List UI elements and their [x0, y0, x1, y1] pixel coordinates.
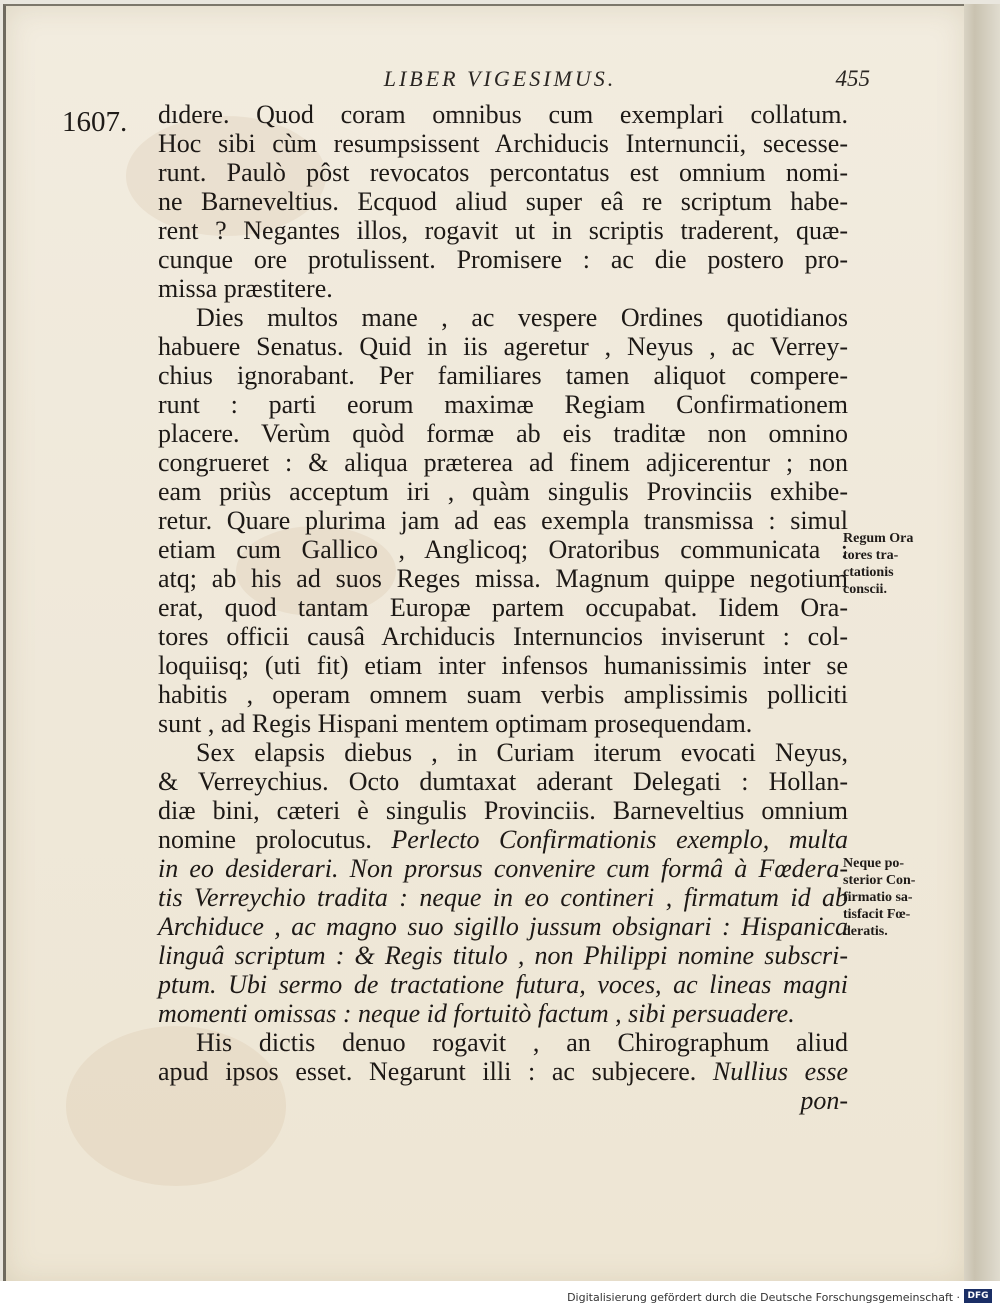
- text-line: ptum. Ubi sermo de tractatione futura, voces, ac lineas magni: [158, 970, 848, 999]
- text-line: runt : parti eorum maximæ Regiam Confirmationem: [158, 390, 848, 419]
- text-line: habitis , operam omnem suam verbis amplissimis polliciti: [158, 680, 848, 709]
- margin-note-line: Neque po-: [843, 856, 905, 871]
- margin-note-line: conscii.: [843, 582, 887, 597]
- text-line: erat, quod tantam Europæ partem occupabat. Iidem Ora-: [158, 593, 848, 622]
- text-line: loquiisq; (uti fit) etiam inter infensos humanissimis inter se: [158, 651, 848, 680]
- dfg-logo: DFG: [964, 1289, 992, 1303]
- text-line: momenti omissas : neque id fortuitò factum , sibi persuadere.: [158, 999, 795, 1028]
- text-line: atq; ab his ad suos Reges missa. Magnum quippe negotium: [158, 564, 848, 593]
- text-line: sunt , ad Regis Hispani mentem optimam prosequendam.: [158, 709, 753, 738]
- text-line: rent ? Negantes illos, rogavit ut in scriptis traderent, quæ-: [158, 216, 848, 245]
- text-line: chius ignorabant. Per familiares tamen aliquot compere-: [158, 361, 848, 390]
- text-line: Dies multos mane , ac vespere Ordines quotidianos: [196, 303, 848, 332]
- text-line: diæ bini, cæteri è singulis Provinciis. Barneveltius omnium: [158, 796, 848, 825]
- page-edge: [964, 4, 1000, 1281]
- text-line: tores officii causâ Archiducis Internuncios inviserunt : col-: [158, 622, 848, 651]
- text-line: eam priùs acceptum iri , quàm singulis Provinciis exhibe-: [158, 477, 848, 506]
- text-line: missa præstitere.: [158, 274, 333, 303]
- running-title: LIBER VIGESIMUS.: [383, 66, 617, 91]
- margin-note-line: tisfacit Fœ-: [843, 907, 911, 922]
- margin-year: 1607.: [62, 106, 128, 138]
- margin-note-line: sterior Con-: [843, 873, 916, 888]
- text-line: tis Verreychio tradita : neque in eo contineri , firmatum id ab: [158, 883, 848, 912]
- margin-note-line: firmatio sa-: [843, 890, 913, 905]
- text-line: Archiduce , ac magno suo sigillo jussum obsignari : Hispanica: [158, 912, 848, 941]
- margin-note: [843, 855, 943, 940]
- main-text: [158, 100, 848, 1115]
- margin-note-line: ctationis: [843, 565, 894, 580]
- page-number: 455: [835, 66, 870, 91]
- text-line: congrueret : & aliqua præterea ad finem adjicerentur ; non: [158, 448, 848, 477]
- text-line: apud ipsos esset. Negarunt illi : ac subjecere. Nullius esse: [158, 1057, 848, 1086]
- text-line: cunque ore protulissent. Promisere : ac die postero pro-: [158, 245, 848, 274]
- text-line: Sex elapsis diebus , in Curiam iterum evocati Neyus,: [196, 738, 848, 767]
- text-line: ne Barneveltius. Ecquod aliud super eâ re scriptum habe-: [158, 187, 848, 216]
- text-line: pon-: [800, 1086, 848, 1115]
- text-line: runt. Paulò pôst revocatos percontatus est omnium nomi-: [158, 158, 848, 187]
- text-line: retur. Quare plurima jam ad eas exempla transmissa : simul: [158, 506, 848, 535]
- margin-note-line: deratis.: [843, 924, 888, 939]
- footer-credit: Digitalisierung gefördert durch die Deutsche Forschungsgemeinschaft ·: [567, 1291, 960, 1304]
- margin-note-line: Regum Ora: [843, 531, 914, 546]
- text-line: etiam cum Gallico , Anglicoq; Oratoribus communicata :: [158, 535, 848, 564]
- text-line: linguâ scriptum : & Regis titulo , non Philippi nomine subscri-: [158, 941, 848, 970]
- text-line: placere. Verùm quòd formæ ab eis traditæ non omnino: [158, 419, 848, 448]
- text-line: habuere Senatus. Quid in iis ageretur , Neyus , ac Verrey-: [158, 332, 848, 361]
- text-line: nomine prolocutus. Perlecto Confirmationis exemplo, multa: [158, 825, 848, 854]
- text-line: in eo desiderari. Non prorsus convenire cum formâ à Fœdera-: [158, 854, 848, 883]
- text-line: His dictis denuo rogavit , an Chirographum aliud: [196, 1028, 848, 1057]
- margin-note: [843, 530, 943, 598]
- text-line: dıdere. Quod coram omnibus cum exemplari collatum.: [158, 100, 848, 129]
- text-line: Hoc sibi cùm resumpsissent Archiducis Internuncii, secesse-: [158, 129, 848, 158]
- text-line: & Verreychius. Octo dumtaxat aderant Delegati : Hollan-: [158, 767, 848, 796]
- margin-note-line: tores tra-: [843, 548, 899, 563]
